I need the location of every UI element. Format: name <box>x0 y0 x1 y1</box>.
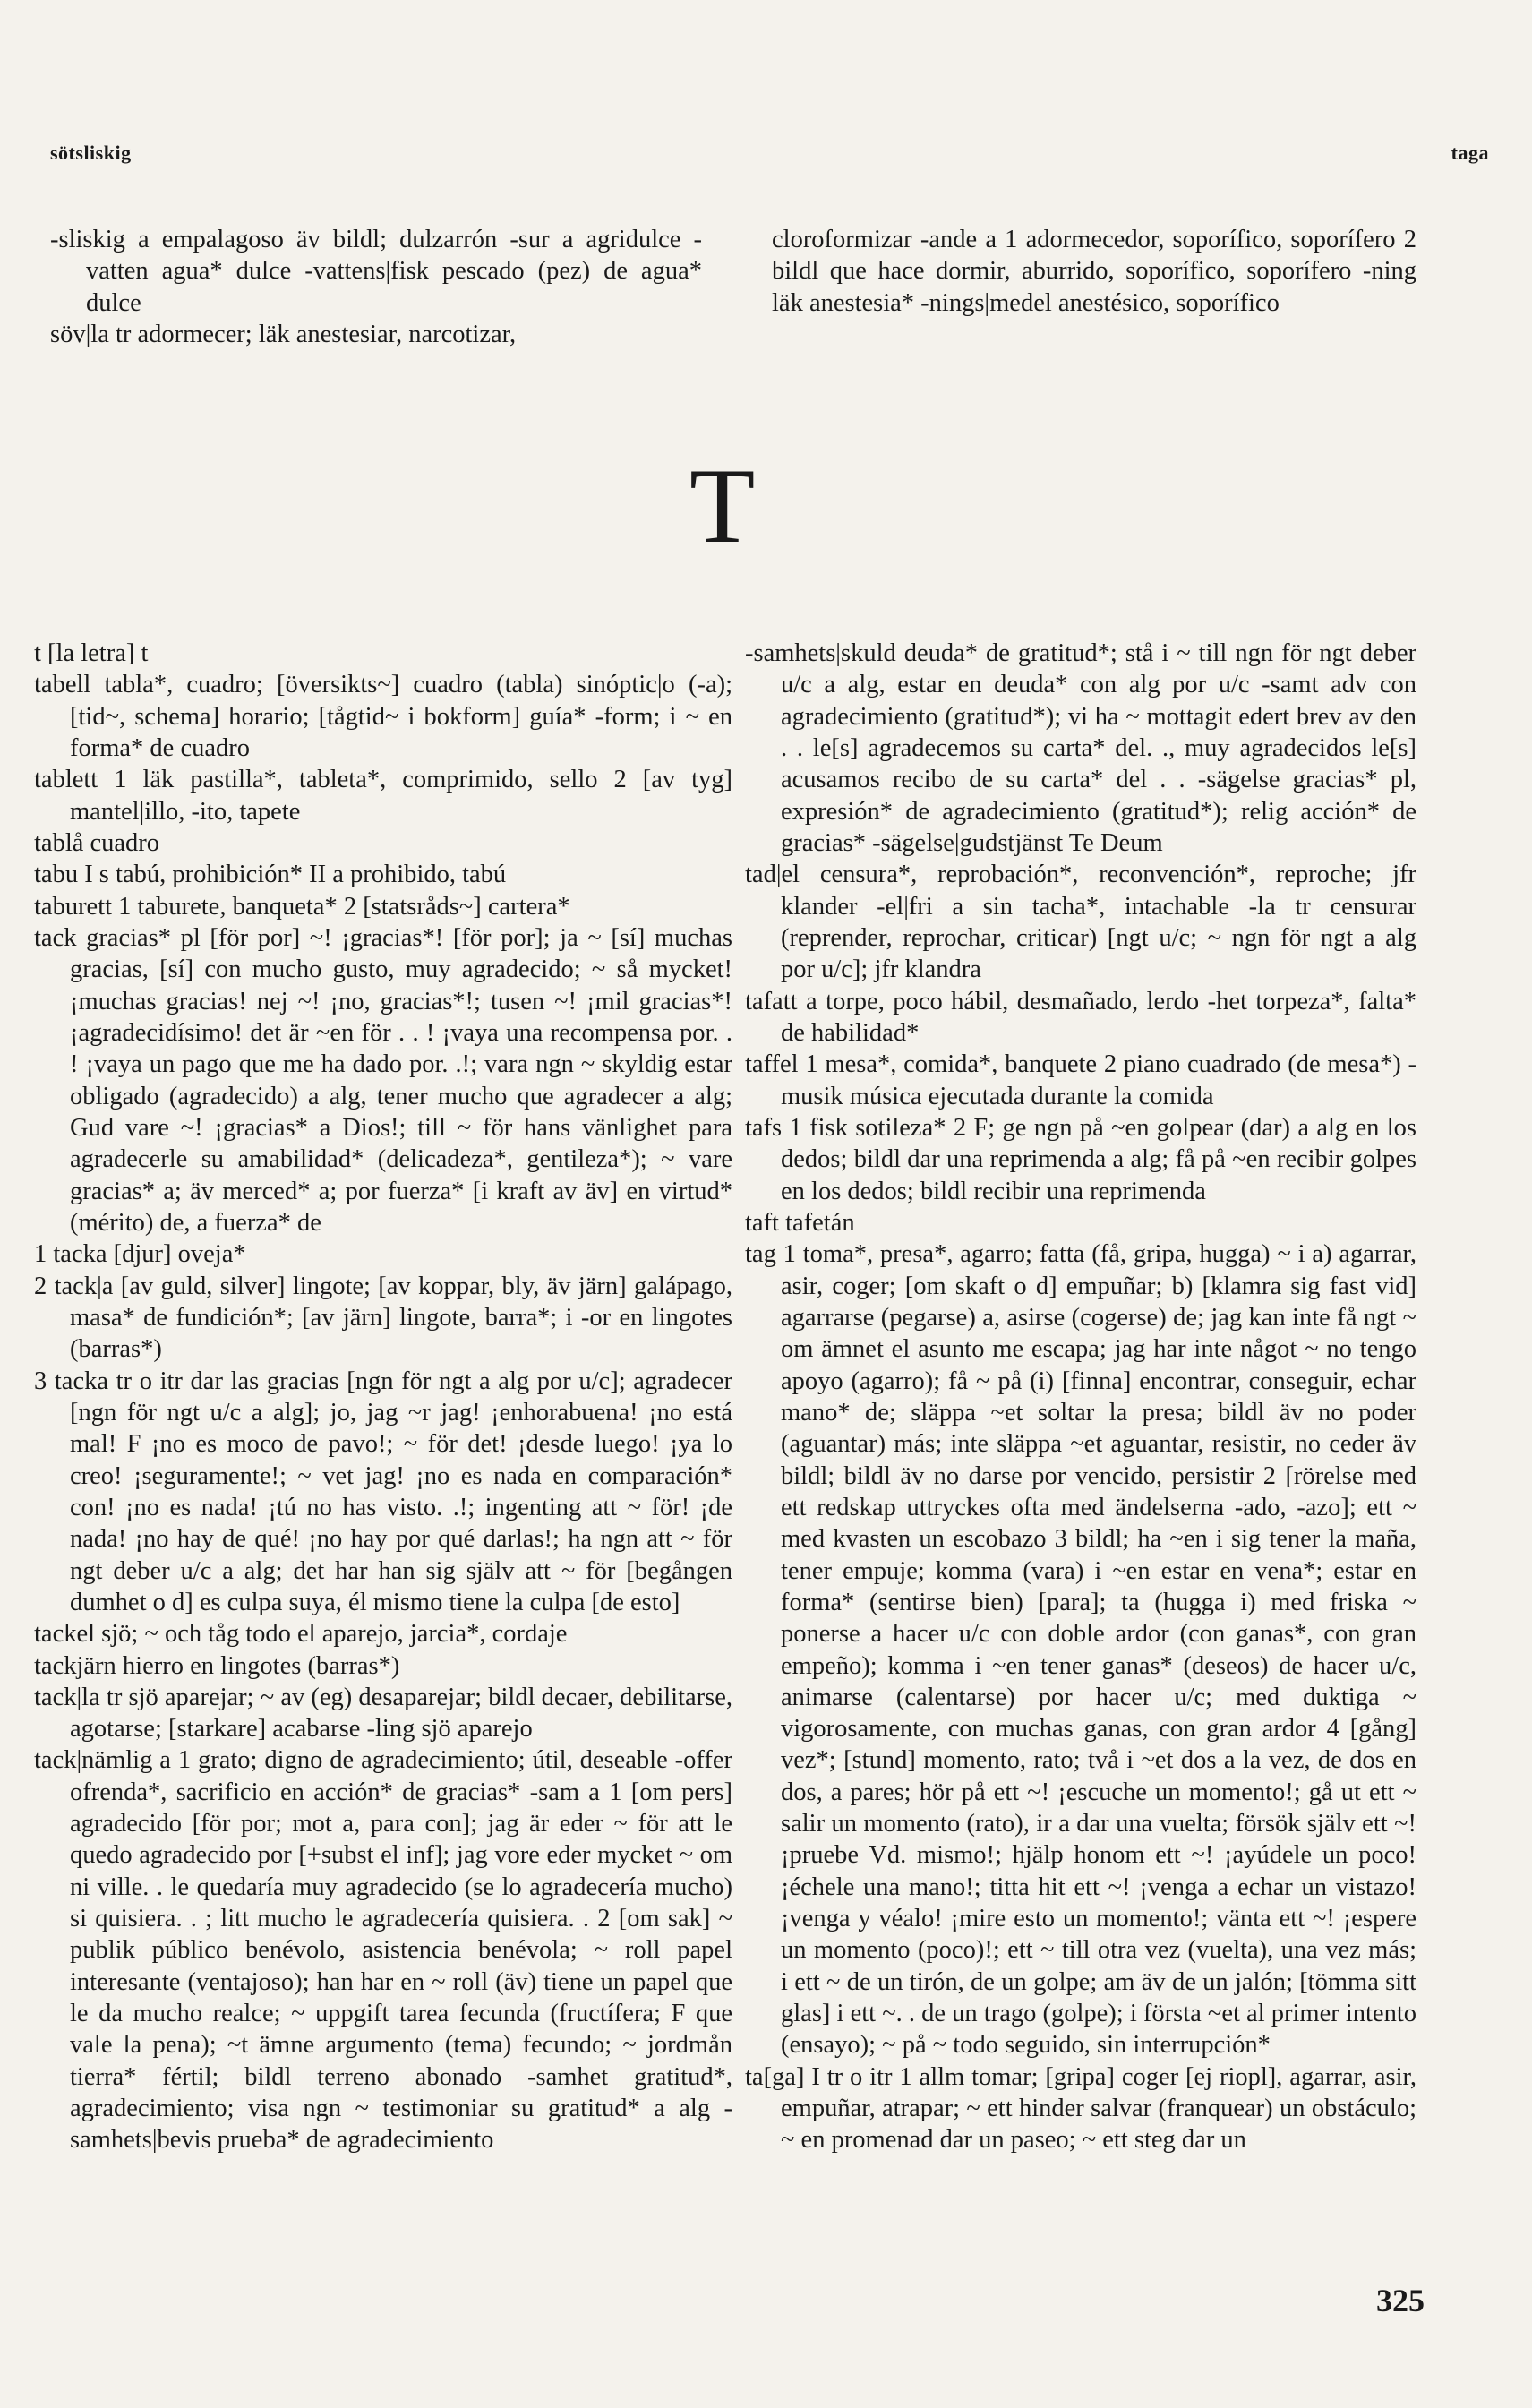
dictionary-entry: tack|nämlig a 1 grato; digno de agradecimiento; útil, deseable -offer ofrenda*, sacrificio en acción* de gracias* -sam a 1 [om pers] agradecido [för por; mot a, para con]; jag är eder ~ för att le quedo agradecido por [+subst el inf]; jag vore eder mycket ~ om ni ville. . le quedaría muy agradecido (se lo agradecería mucho) si quisiera. . ; litt mucho le agradecería quisiera. . 2 [om sak] ~ publik público benévolo, asistencia benévola; ~ roll papel interesante (ventajoso); han har en ~ roll (äv) tiene un papel que le da mucho realce; ~ uppgift tarea fecunda (fructífera; F que vale la pena); ~t ämne argumento (tema) fecundo; ~ jordmån tierra* fértil; bildl terreno abonado -samhet gratitud*, agradecimiento; visa ngn ~ testimoniar su gratitud* a alg -samhets|bevis prueba* de agradecimiento <box>34 1746 732 2155</box>
dictionary-entry: tabu I s tabú, prohibición* II a prohibido, tabú <box>34 861 507 889</box>
dictionary-entry: tafs 1 fisk sotileza* 2 F; ge ngn på ~en golpear (dar) a alg en los dedos; bildl dar una reprimenda a alg; få på ~en recibir golpes en los dedos; bildl recibir una reprimenda <box>745 1113 1416 1205</box>
dictionary-entry: tabell tabla*, cuadro; [översikts~] cuadro (tabla) sinóptic|o (-a); [tid~, schema] horario; [tågtid~ i bokform] guía* -form; i ~ en forma* de cuadro <box>34 671 732 762</box>
right-column <box>745 638 1416 2156</box>
running-head-right: taga <box>1451 141 1489 164</box>
dictionary-entry: söv|la tr adormecer; läk anestesiar, narcotizar, <box>50 320 517 348</box>
dictionary-entry: tack gracias* pl [för por] ~! ¡gracias*! [för por]; ja ~ [sí] muchas gracias, [sí] con mucho gusto, muy agradecido; ~ så mycket! ¡muchas gracias! nej ~! ¡no, gracias*!; tusen ~! ¡mil gracias*! ¡agradecidísimo! det är ~en för . . ! ¡vaya una recompensa por. . ! ¡vaya un pago que me ha dado por. .!; vara ngn ~ skyldig estar obligado (agradecido) a alg, tener mucho que agradecer a alg; Gud vare ~! ¡gracias* a Dios!; till ~ för hans vänlighet para agradecerle su amabilidad* (delicadeza*, gentileza*); ~ vare gracias* a; äv merced* a; por fuerza* [i kraft av äv] en virtud* (mérito) de, a fuerza* de <box>34 923 732 1237</box>
dictionary-entry: 2 tack|a [av guld, silver] lingote; [av koppar, bly, äv järn] galápago, masa* de fundición*; [av järn] lingote, barra*; i -or en lingotes (barras*) <box>34 1272 732 1364</box>
dictionary-entry: tafatt a torpe, poco hábil, desmañado, lerdo -het torpeza*, falta* de habilidad* <box>745 987 1416 1047</box>
dictionary-entry: -sliskig a empalagoso äv bildl; dulzarrón -sur a agridulce -vatten agua* dulce -vattens|fisk pescado (pez) de agua* dulce <box>50 226 702 317</box>
dictionary-entry: -samhets|skuld deuda* de gratitud*; stå i ~ till ngn för ngt deber u/c a alg, estar en deuda* con alg por u/c -samt adv con agradecimiento (gratitud*); vi ha ~ mottagit edert brev av den . . le[s] agradecemos su carta* del. ., muy agradecidos le[s] acusamos recibo de su carta* del . . -sägelse gracias* pl, expresión* de agradecimiento (gratitud*); relig acción* de gracias* -sägelse|gudstjänst Te Deum <box>745 639 1416 857</box>
dictionary-entry: tackel sjö; ~ och tåg todo el aparejo, jarcia*, cordaje <box>34 1620 568 1649</box>
dictionary-entry: taffel 1 mesa*, comida*, banquete 2 piano cuadrado (de mesa*) -musik música ejecutada durante la comida <box>745 1050 1416 1110</box>
dictionary-entry: tackjärn hierro en lingotes (barras*) <box>34 1651 400 1680</box>
top-right-column <box>772 224 1416 319</box>
dictionary-entry: taft tafetán <box>745 1208 855 1237</box>
dictionary-entry: tablå cuadro <box>34 828 160 857</box>
dictionary-entry: tag 1 toma*, presa*, agarro; fatta (få, gripa, hugga) ~ i a) agarrar, asir, coger; [om skaft o d] empuñar; b) [klamra sig fast vid] agarrarse (pegarse) a, asirse (cogerse) de; jag kan inte få ngt ~ om ämnet el asunto me escapa; jag har inte något ~ no tengo apoyo (agarro); få ~ på (i) [finna] encontrar, conseguir, echar mano* de; släppa ~et soltar la presa; bildl äv no poder (aguantar) más; inte släppa ~et aguantar, resistir, no ceder äv bildl; bildl äv no darse por vencido, persistir 2 [rörelse med ett redskap uttryckes ofta med ändelserna -ado, -azo]; ett ~ med kvasten un escobazo 3 bildl; ha ~en i sig tener la maña, tener empuje; komma (vara) i ~en estar en vena*; estar en forma* (sentirse bien) [para]; ta (hugga i) med friska ~ ponerse a hacer u/c con doble ardor (con ganas*, con gran empeño); komma i ~en tener ganas* (deseos) de hacer u/c, animarse (calentarse) por hacer u/c; med duktiga ~ vigorosamente, con muchas ganas, con gran ardor 4 [gång] vez*; [stund] momento, rato; två i ~et dos a la vez, de dos en dos, a pares; hör på ett ~! ¡escuche un momento!; gå ut ett ~ salir un momento (rato), ir a dar una vuelta; försök själv ett ~! ¡pruebe Vd. mismo!; hjälp honom ett ~! ¡ayúdele un poco! ¡échele una mano!; titta hit ett ~! ¡venga a echar un vistazo! ¡venga y véalo! ¡mire esto un momento!; vänta ett ~! ¡espere un momento (poco)!; ett ~ till otra vez (vuelta), una vez más; i ett ~ de un tirón, de un golpe; am äv de un jalón; [tömma sitt glas] i ett ~. . de un trago (golpe); i första ~et al primer intento (ensayo); ~ på ~ todo seguido, sin interrupción* <box>745 1240 1416 2060</box>
left-column <box>34 638 732 2156</box>
dictionary-entry: 1 tacka [djur] oveja* <box>34 1240 246 1269</box>
top-left-column <box>50 224 702 350</box>
dictionary-entry: tablett 1 läk pastilla*, tableta*, comprimido, sello 2 [av tyg] mantel|illo, -ito, tapete <box>34 766 732 826</box>
dictionary-entry: ta[ga] I tr o itr 1 allm tomar; [gripa] coger [ej riopl], agarrar, asir, empuñar, atrapar; ~ ett hinder salvar (franquear) un obstáculo; ~ en promenad dar un paseo; ~ ett steg dar un <box>745 2062 1416 2155</box>
dictionary-entry: tad|el censura*, reprobación*, reconvención*, reproche; jfr klander -el|fri a sin tacha*, intachable -la tr censurar (reprender, reprochar, criticar) [ngt u/c; ~ ngn för ngt a alg por u/c]; jfr klandra <box>745 861 1416 984</box>
section-letter: T <box>689 446 756 565</box>
running-head-left: sötsliskig <box>50 141 132 164</box>
dictionary-entry: t [la letra] t <box>34 639 149 667</box>
dictionary-entry: taburett 1 taburete, banqueta* 2 [statsråds~] cartera* <box>34 892 570 921</box>
page-number: 325 <box>1376 2283 1425 2318</box>
dictionary-entry: tack|la tr sjö aparejar; ~ av (eg) desaparejar; bildl decaer, debilitarse, agotarse; [starkare] acabarse -ling sjö aparejo <box>34 1683 732 1744</box>
dictionary-entry: cloroformizar -ande a 1 adormecedor, soporífico, soporífero 2 bildl que hace dormir, aburrido, soporífico, soporífero -ning läk anestesia* -nings|medel anestésico, soporífico <box>772 226 1416 317</box>
dictionary-entry: 3 tacka tr o itr dar las gracias [ngn för ngt a alg por u/c]; agradecer [ngn för ngt u/c a alg]; jo, jag ~r jag! ¡enhorabuena! ¡no está mal! F ¡no es moco de pavo!; ~ för det! ¡desde luego! ¡ya lo creo! ¡seguramente!; ~ vet jag! ¡no es nada en comparación* con! ¡no es nada! ¡tú no has visto. .!; ingenting att ~ för! ¡de nada! ¡no hay de qué! ¡no hay por qué darlas!; ha ngn att ~ för ngt deber u/c a alg; det har han sig själv att ~ för [begången dumhet o d] es culpa suya, él mismo tiene la culpa [de esto] <box>34 1367 732 1616</box>
